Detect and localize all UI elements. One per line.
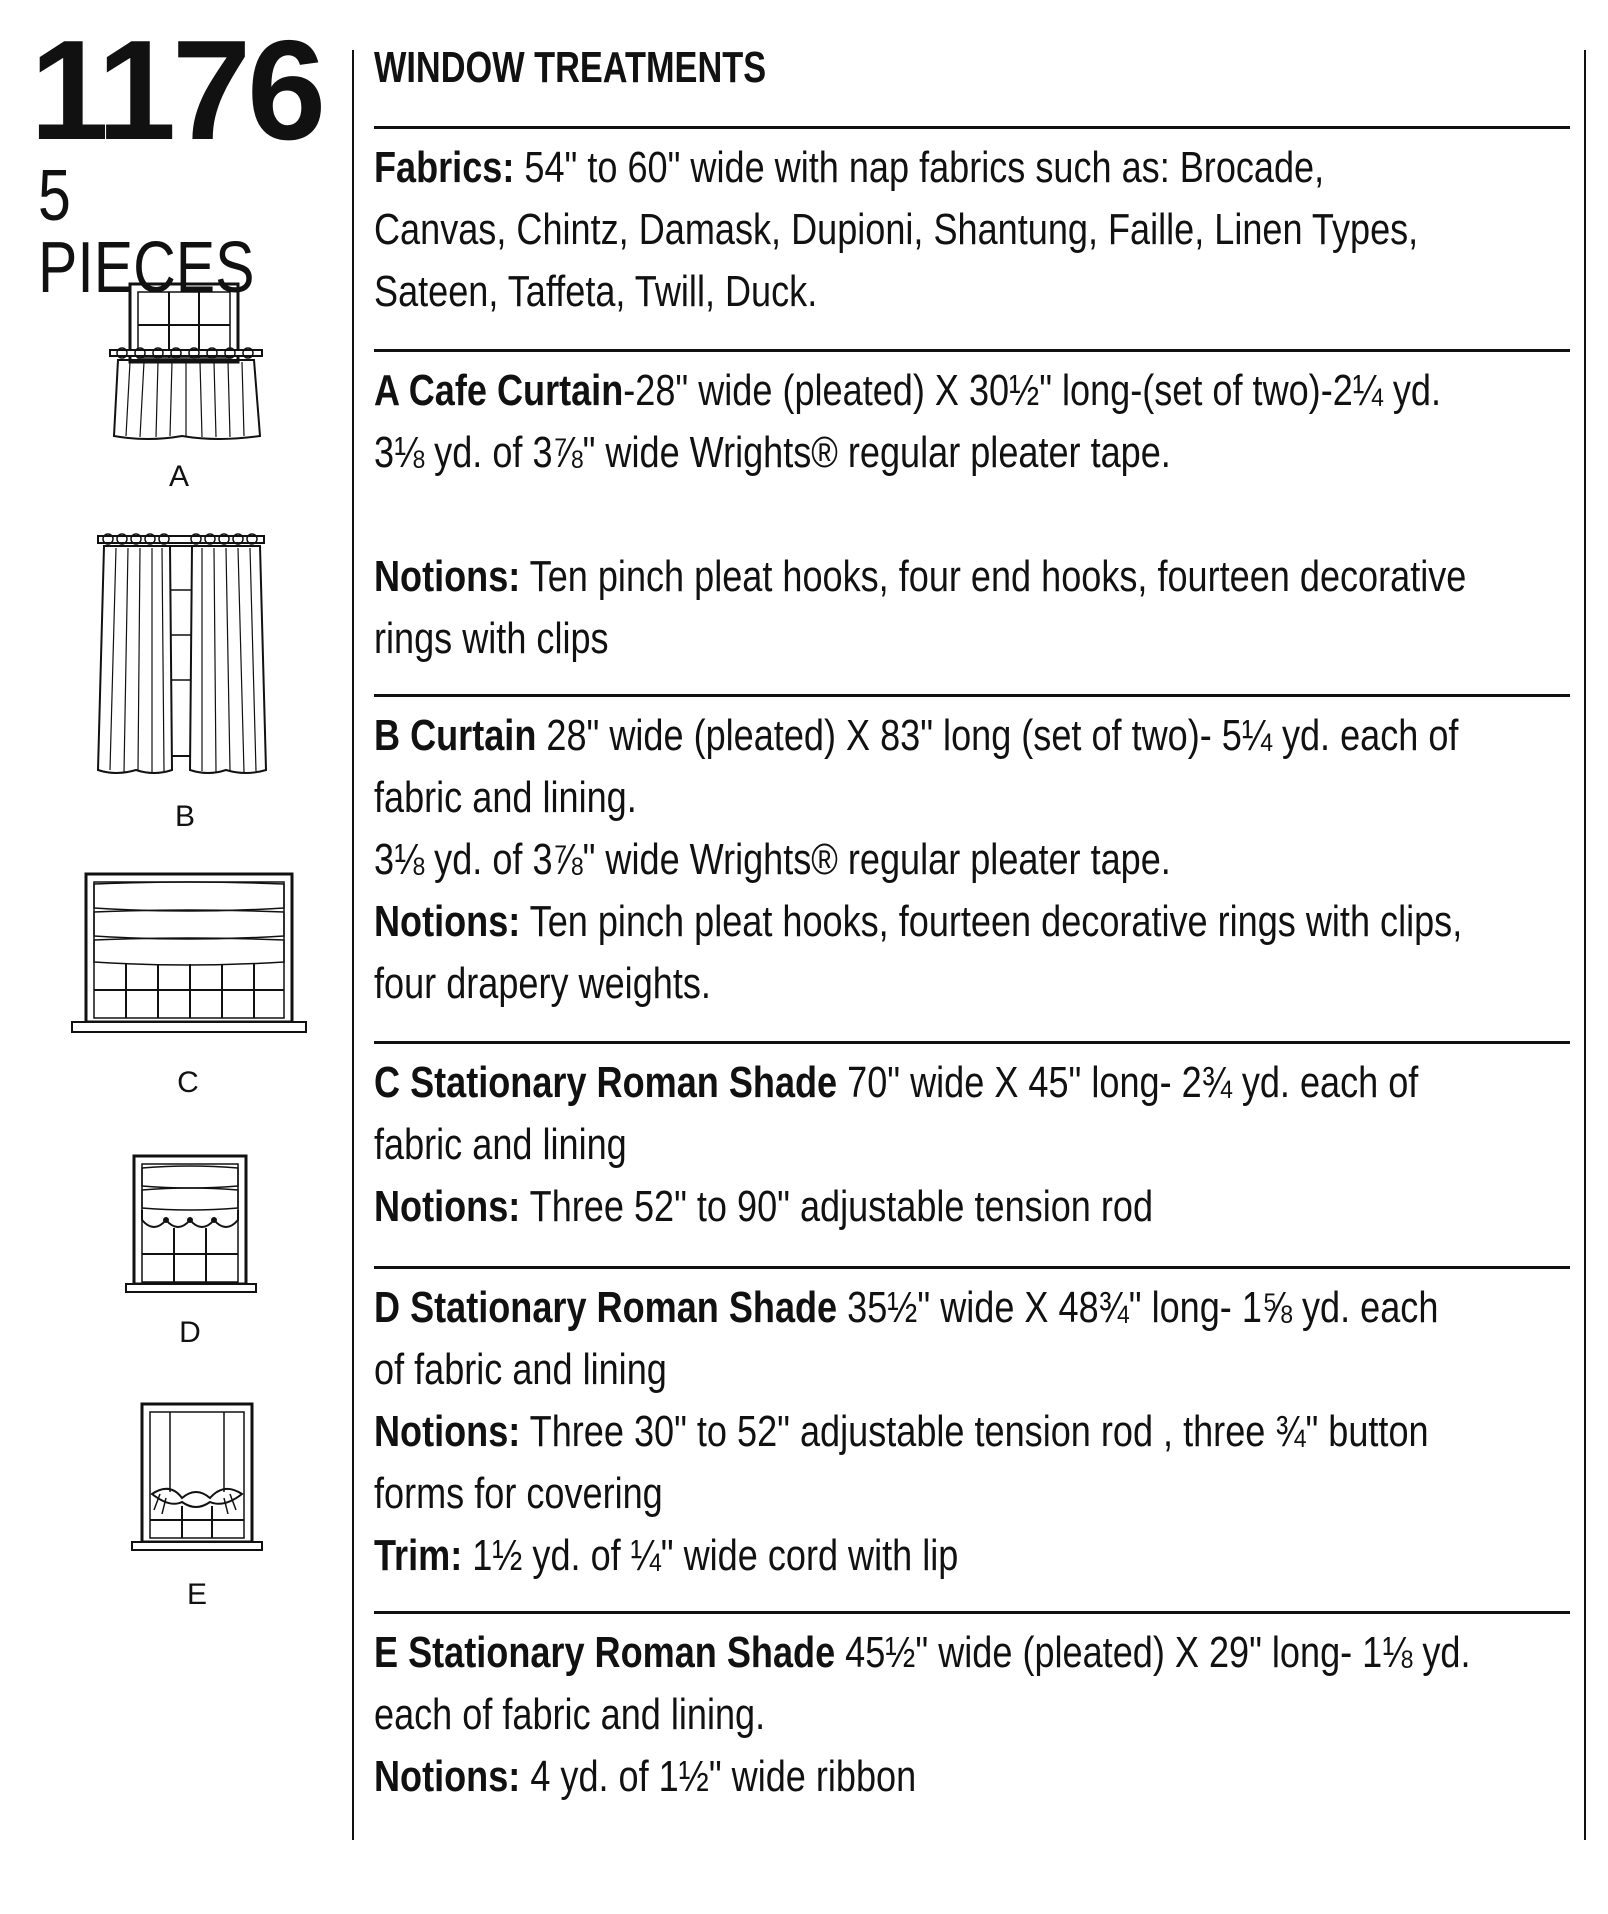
notions-text: Ten pinch pleat hooks, four end hooks, fourteen decorative xyxy=(520,552,1467,601)
view-letter-a: A xyxy=(168,460,189,493)
view-letter-c: C xyxy=(177,1066,199,1099)
view-a-section xyxy=(374,349,1570,694)
view-a-tape: 3⅛ yd. of 3⅞" wide Wrights® regular pleater tape. xyxy=(374,428,1171,477)
notions-label: Notions: xyxy=(374,897,521,946)
view-a-notions-cont: rings with clips xyxy=(374,614,609,663)
notions-label: Notions: xyxy=(374,1407,521,1456)
view-e-desc xyxy=(374,1622,1570,1684)
view-b-desc-cont: fabric and lining. xyxy=(374,773,637,822)
spacer xyxy=(374,484,1570,546)
notions-label: Notions: xyxy=(374,552,521,601)
view-a-notions xyxy=(374,546,1570,608)
requirements-column xyxy=(374,40,1570,1822)
view-letter-d: D xyxy=(179,1316,201,1349)
trim-label: Trim: xyxy=(374,1531,463,1580)
view-b-section xyxy=(374,694,1570,1041)
view-b-name: B Curtain xyxy=(374,711,537,760)
view-b-desc xyxy=(374,705,1570,767)
view-d-trim xyxy=(374,1525,1570,1587)
fabrics-text: 54" to 60" wide with nap fabrics such as: Brocade, xyxy=(514,143,1325,192)
scalloped-roman-shade-icon xyxy=(124,1154,264,1304)
tied-roman-shade-icon xyxy=(130,1402,270,1552)
view-d-notions-cont: forms for covering xyxy=(374,1469,663,1518)
pattern-title: WINDOW TREATMENTS xyxy=(374,43,767,92)
pattern-number: 1176 xyxy=(30,11,323,170)
view-a-desc-text: -28" wide (pleated) X 30½" long-(set of two)-2¼ yd. xyxy=(623,366,1442,415)
view-a-name: A Cafe Curtain xyxy=(374,366,624,415)
view-letter-b: B xyxy=(174,800,195,833)
view-b-notions xyxy=(374,891,1570,953)
view-d-section xyxy=(374,1266,1570,1611)
view-b-notions-cont: four drapery weights. xyxy=(374,959,711,1008)
view-letter-e: E xyxy=(186,1578,207,1611)
roman-shade-icon xyxy=(70,872,310,1042)
view-e-desc-cont: each of fabric and lining. xyxy=(374,1690,766,1739)
view-e-section xyxy=(374,1611,1570,1822)
view-c-notions xyxy=(374,1176,1570,1238)
notions-text: 4 yd. of 1½" wide ribbon xyxy=(520,1752,917,1801)
view-d-desc xyxy=(374,1277,1570,1339)
notions-text: Ten pinch pleat hooks, fourteen decorative rings with clips, xyxy=(520,897,1463,946)
fabrics-line xyxy=(374,137,1570,199)
view-e-name: E Stationary Roman Shade xyxy=(374,1628,836,1677)
fabrics-label: Fabrics: xyxy=(374,143,515,192)
curtain-icon xyxy=(96,530,276,780)
view-e-notions xyxy=(374,1746,1570,1808)
view-d-name: D Stationary Roman Shade xyxy=(374,1283,838,1332)
fabrics-section xyxy=(374,126,1570,349)
view-a-desc xyxy=(374,360,1570,422)
view-c-desc-cont: fabric and lining xyxy=(374,1120,627,1169)
view-c-desc xyxy=(374,1052,1570,1114)
notions-label: Notions: xyxy=(374,1182,521,1231)
fabrics-line: Canvas, Chintz, Damask, Dupioni, Shantung, Faille, Linen Types, xyxy=(374,205,1419,254)
view-c-section xyxy=(374,1041,1570,1266)
view-d-desc-text: 35½" wide X 48¾" long- 1⅝ yd. each xyxy=(837,1283,1439,1332)
right-divider xyxy=(1584,50,1586,1840)
view-c-desc-text: 70" wide X 45" long- 2¾ yd. each of xyxy=(837,1058,1419,1107)
view-d-notions xyxy=(374,1401,1570,1463)
notions-text: Three 52" to 90" adjustable tension rod xyxy=(520,1182,1154,1231)
views-column xyxy=(0,0,350,1914)
fabrics-line: Sateen, Taffeta, Twill, Duck. xyxy=(374,267,818,316)
cafe-curtain-icon xyxy=(108,282,308,442)
left-divider xyxy=(352,50,354,1840)
notions-label: Notions: xyxy=(374,1752,521,1801)
trim-text: 1½ yd. of ¼" wide cord with lip xyxy=(462,1531,959,1580)
view-e-desc-text: 45½" wide (pleated) X 29" long- 1⅛ yd. xyxy=(835,1628,1471,1677)
view-b-tape: 3⅛ yd. of 3⅞" wide Wrights® regular pleater tape. xyxy=(374,835,1171,884)
view-c-name: C Stationary Roman Shade xyxy=(374,1058,838,1107)
piece-count: 5 PIECES xyxy=(38,156,255,308)
notions-text: Three 30" to 52" adjustable tension rod , three ¾" button xyxy=(520,1407,1429,1456)
view-b-desc-text: 28" wide (pleated) X 83" long (set of two)- 5¼ yd. each of xyxy=(536,711,1459,760)
view-d-desc-cont: of fabric and lining xyxy=(374,1345,667,1394)
